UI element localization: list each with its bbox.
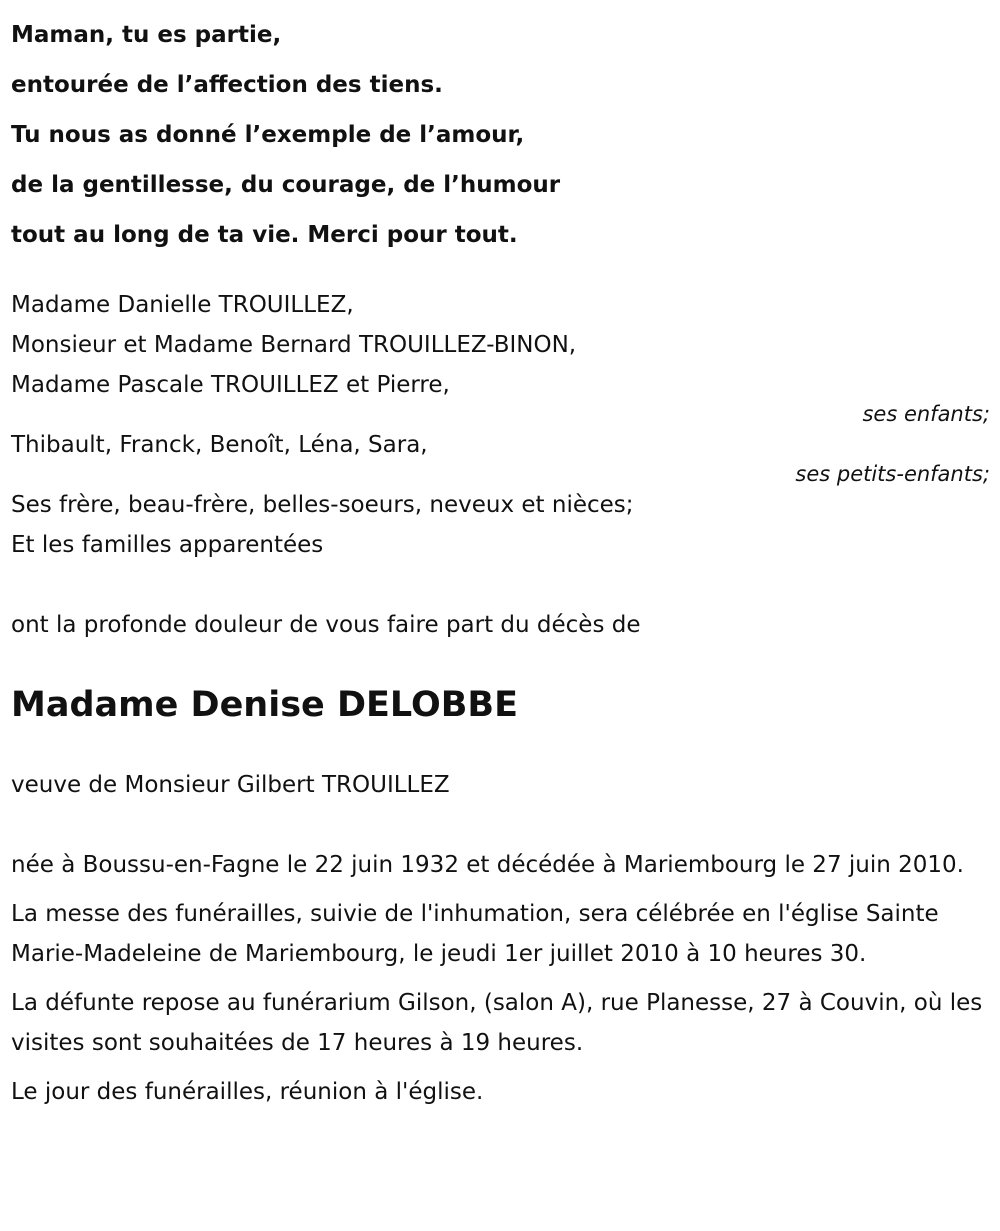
poem: [11, 10, 990, 260]
poem-line: entourée de l’affection des tiens.: [11, 72, 443, 98]
birth-death-paragraph: née à Boussu-en-Fagne le 22 juin 1932 et décédée à Mariembourg le 27 juin 2010.: [11, 852, 964, 878]
child-name: Madame Danielle TROUILLEZ,: [11, 292, 354, 318]
poem-line: Maman, tu es partie,: [11, 22, 282, 48]
child-name: Madame Pascale TROUILLEZ et Pierre,: [11, 372, 450, 398]
child-name: Monsieur et Madame Bernard TROUILLEZ-BINON,: [11, 332, 577, 358]
poem-line: Tu nous as donné l’exemple de l’amour,: [11, 122, 525, 148]
children-role: ses enfants;: [862, 402, 990, 426]
relatives-line: Et les familles apparentées: [11, 532, 324, 558]
obituary-notice: [0, 10, 1000, 1231]
family-list: [11, 285, 990, 565]
poem-line: tout au long de ta vie. Merci pour tout.: [11, 222, 518, 248]
widow-of: veuve de Monsieur Gilbert TROUILLEZ: [11, 772, 450, 798]
deceased-name: Madame Denise DELOBBE: [11, 685, 519, 725]
grandchildren-names: Thibault, Franck, Benoît, Léna, Sara,: [11, 432, 428, 458]
grandchildren-role: ses petits-enfants;: [795, 462, 990, 486]
siblings-line: Ses frère, beau-frère, belles-soeurs, neveux et nièces;: [11, 492, 634, 518]
mass-paragraph: La messe des funérailles, suivie de l'inhumation, sera célébrée en l'église Sainte Marie-Madeleine de Mariembourg, le jeudi 1er juillet 2010 à 10 heures 30.: [11, 901, 939, 967]
meeting-paragraph: Le jour des funérailles, réunion à l'église.: [11, 1079, 484, 1105]
announcement: ont la profonde douleur de vous faire part du décès de: [11, 612, 641, 638]
visitation-paragraph: La défunte repose au funérarium Gilson, (salon A), rue Planesse, 27 à Couvin, où les visites sont souhaitées de 17 heures à 19 heures.: [11, 990, 983, 1056]
poem-line: de la gentillesse, du courage, de l’humour: [11, 172, 561, 198]
